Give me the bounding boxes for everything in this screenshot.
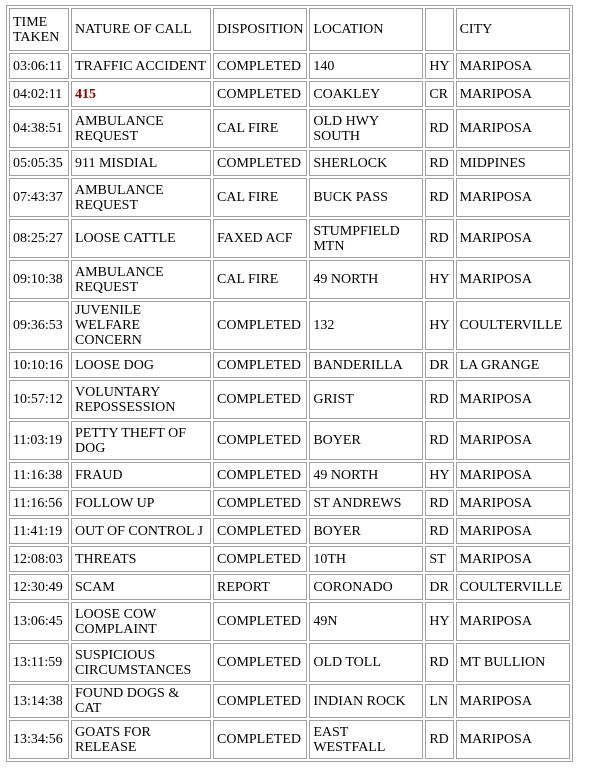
cell-location: STUMPFIELD MTN [309, 219, 423, 258]
cell-location: BANDERILLA [309, 352, 423, 378]
cell-street-type: CR [425, 81, 453, 107]
cell-time: 05:05:35 [9, 150, 69, 176]
table-row [9, 574, 570, 600]
cell-street-type: RD [425, 109, 453, 148]
cell-city: MARIPOSA [456, 490, 570, 516]
cell-nature-of-call: SUSPICIOUS CIRCUMSTANCES [71, 643, 211, 682]
cell-location: ST ANDREWS [309, 490, 423, 516]
cell-time: 07:43:37 [9, 178, 69, 217]
cell-nature-of-call: AMBULANCE REQUEST [71, 260, 211, 299]
cell-location: CORONADO [309, 574, 423, 600]
cell-disposition: COMPLETED [213, 81, 307, 107]
cell-time: 09:10:38 [9, 260, 69, 299]
cell-disposition: COMPLETED [213, 602, 307, 641]
cell-nature-of-call: LOOSE CATTLE [71, 219, 211, 258]
cell-disposition: COMPLETED [213, 546, 307, 572]
cell-location: 49 NORTH [309, 462, 423, 488]
cell-disposition: COMPLETED [213, 684, 307, 718]
table-row [9, 260, 570, 299]
cell-street-type: RD [425, 421, 453, 460]
cell-time: 13:34:56 [9, 720, 69, 759]
cell-street-type: RD [425, 150, 453, 176]
cell-time: 10:57:12 [9, 380, 69, 419]
cell-nature-of-call: AMBULANCE REQUEST [71, 178, 211, 217]
cell-disposition: COMPLETED [213, 490, 307, 516]
cell-street-type: RD [425, 720, 453, 759]
table-row [9, 462, 570, 488]
cell-street-type: RD [425, 219, 453, 258]
cell-nature-of-call: FRAUD [71, 462, 211, 488]
cell-street-type: RD [425, 380, 453, 419]
header-location: LOCATION [309, 8, 423, 51]
table-row [9, 684, 570, 718]
cell-nature-of-call: FOUND DOGS & CAT [71, 684, 211, 718]
cell-disposition: CAL FIRE [213, 178, 307, 217]
cell-disposition: COMPLETED [213, 380, 307, 419]
cell-street-type: LN [425, 684, 453, 718]
cell-city: COULTERVILLE [456, 574, 570, 600]
header-street-type [425, 8, 453, 51]
table-row [9, 178, 570, 217]
cell-disposition: COMPLETED [213, 462, 307, 488]
cell-time: 04:02:11 [9, 81, 69, 107]
table-row [9, 81, 570, 107]
cell-disposition: COMPLETED [213, 518, 307, 544]
cell-time: 08:25:27 [9, 219, 69, 258]
cell-disposition: COMPLETED [213, 421, 307, 460]
cell-location: SHERLOCK [309, 150, 423, 176]
cell-time: 13:06:45 [9, 602, 69, 641]
cell-city: MARIPOSA [456, 109, 570, 148]
cell-street-type: HY [425, 260, 453, 299]
cell-disposition: CAL FIRE [213, 109, 307, 148]
cell-location: 49 NORTH [309, 260, 423, 299]
cell-city: MARIPOSA [456, 178, 570, 217]
table-row [9, 150, 570, 176]
table-row [9, 352, 570, 378]
header-row [9, 8, 570, 51]
cell-street-type: RD [425, 178, 453, 217]
cell-disposition: COMPLETED [213, 150, 307, 176]
cell-city: MARIPOSA [456, 260, 570, 299]
call-log-table [6, 5, 573, 762]
cell-time: 13:14:38 [9, 684, 69, 718]
header-nature-of-call: NATURE OF CALL [71, 8, 211, 51]
table-row [9, 643, 570, 682]
cell-nature-of-call: LOOSE DOG [71, 352, 211, 378]
header-city: CITY [456, 8, 570, 51]
cell-nature-of-call: 415 [71, 81, 211, 107]
cell-location: 10TH [309, 546, 423, 572]
cell-nature-of-call: GOATS FOR RELEASE [71, 720, 211, 759]
cell-city: MARIPOSA [456, 518, 570, 544]
cell-time: 11:41:19 [9, 518, 69, 544]
cell-city: MARIPOSA [456, 720, 570, 759]
cell-location: BOYER [309, 421, 423, 460]
cell-disposition: COMPLETED [213, 352, 307, 378]
cell-disposition: COMPLETED [213, 643, 307, 682]
cell-location: 49N [309, 602, 423, 641]
cell-city: MARIPOSA [456, 421, 570, 460]
cell-city: MARIPOSA [456, 546, 570, 572]
cell-location: BUCK PASS [309, 178, 423, 217]
table-row [9, 602, 570, 641]
cell-nature-of-call: THREATS [71, 546, 211, 572]
cell-city: MT BULLION [456, 643, 570, 682]
cell-disposition: CAL FIRE [213, 260, 307, 299]
cell-disposition: COMPLETED [213, 301, 307, 350]
cell-street-type: DR [425, 574, 453, 600]
cell-street-type: ST [425, 546, 453, 572]
header-time-taken: TIME TAKEN [9, 8, 69, 51]
cell-city: MARIPOSA [456, 81, 570, 107]
table-row [9, 546, 570, 572]
table-row [9, 490, 570, 516]
table-row [9, 380, 570, 419]
cell-city: MARIPOSA [456, 462, 570, 488]
cell-location: BOYER [309, 518, 423, 544]
cell-location: INDIAN ROCK [309, 684, 423, 718]
cell-time: 09:36:53 [9, 301, 69, 350]
cell-location: 140 [309, 53, 423, 79]
cell-time: 11:03:19 [9, 421, 69, 460]
cell-time: 11:16:38 [9, 462, 69, 488]
cell-location: 132 [309, 301, 423, 350]
table-row [9, 421, 570, 460]
table-row [9, 219, 570, 258]
cell-city: MARIPOSA [456, 380, 570, 419]
cell-disposition: REPORT [213, 574, 307, 600]
cell-nature-of-call: VOLUNTARY REPOSSESSION [71, 380, 211, 419]
cell-city: COULTERVILLE [456, 301, 570, 350]
cell-nature-of-call: FOLLOW UP [71, 490, 211, 516]
cell-city: MARIPOSA [456, 219, 570, 258]
cell-street-type: HY [425, 53, 453, 79]
cell-nature-of-call: TRAFFIC ACCIDENT [71, 53, 211, 79]
table-row [9, 53, 570, 79]
cell-street-type: HY [425, 462, 453, 488]
cell-street-type: RD [425, 643, 453, 682]
cell-nature-of-call: AMBULANCE REQUEST [71, 109, 211, 148]
table-row [9, 720, 570, 759]
cell-location: COAKLEY [309, 81, 423, 107]
header-disposition: DISPOSITION [213, 8, 307, 51]
cell-time: 03:06:11 [9, 53, 69, 79]
cell-nature-of-call: JUVENILE WELFARE CONCERN [71, 301, 211, 350]
cell-time: 11:16:56 [9, 490, 69, 516]
table-row [9, 301, 570, 350]
cell-disposition: FAXED ACF [213, 219, 307, 258]
cell-time: 12:30:49 [9, 574, 69, 600]
cell-city: MIDPINES [456, 150, 570, 176]
cell-city: LA GRANGE [456, 352, 570, 378]
cell-street-type: RD [425, 490, 453, 516]
cell-nature-of-call: OUT OF CONTROL J [71, 518, 211, 544]
cell-time: 10:10:16 [9, 352, 69, 378]
table-row [9, 518, 570, 544]
cell-location: GRIST [309, 380, 423, 419]
cell-nature-of-call: 911 MISDIAL [71, 150, 211, 176]
cell-city: MARIPOSA [456, 684, 570, 718]
cell-time: 12:08:03 [9, 546, 69, 572]
cell-disposition: COMPLETED [213, 53, 307, 79]
cell-city: MARIPOSA [456, 53, 570, 79]
cell-time: 13:11:59 [9, 643, 69, 682]
cell-nature-of-call: SCAM [71, 574, 211, 600]
cell-street-type: DR [425, 352, 453, 378]
cell-disposition: COMPLETED [213, 720, 307, 759]
cell-location: OLD HWY SOUTH [309, 109, 423, 148]
call-log-body [9, 8, 570, 759]
cell-location: EAST WESTFALL [309, 720, 423, 759]
cell-street-type: HY [425, 602, 453, 641]
table-row [9, 109, 570, 148]
cell-nature-of-call: PETTY THEFT OF DOG [71, 421, 211, 460]
cell-street-type: RD [425, 518, 453, 544]
cell-location: OLD TOLL [309, 643, 423, 682]
cell-city: MARIPOSA [456, 602, 570, 641]
cell-street-type: HY [425, 301, 453, 350]
cell-time: 04:38:51 [9, 109, 69, 148]
cell-nature-of-call: LOOSE COW COMPLAINT [71, 602, 211, 641]
